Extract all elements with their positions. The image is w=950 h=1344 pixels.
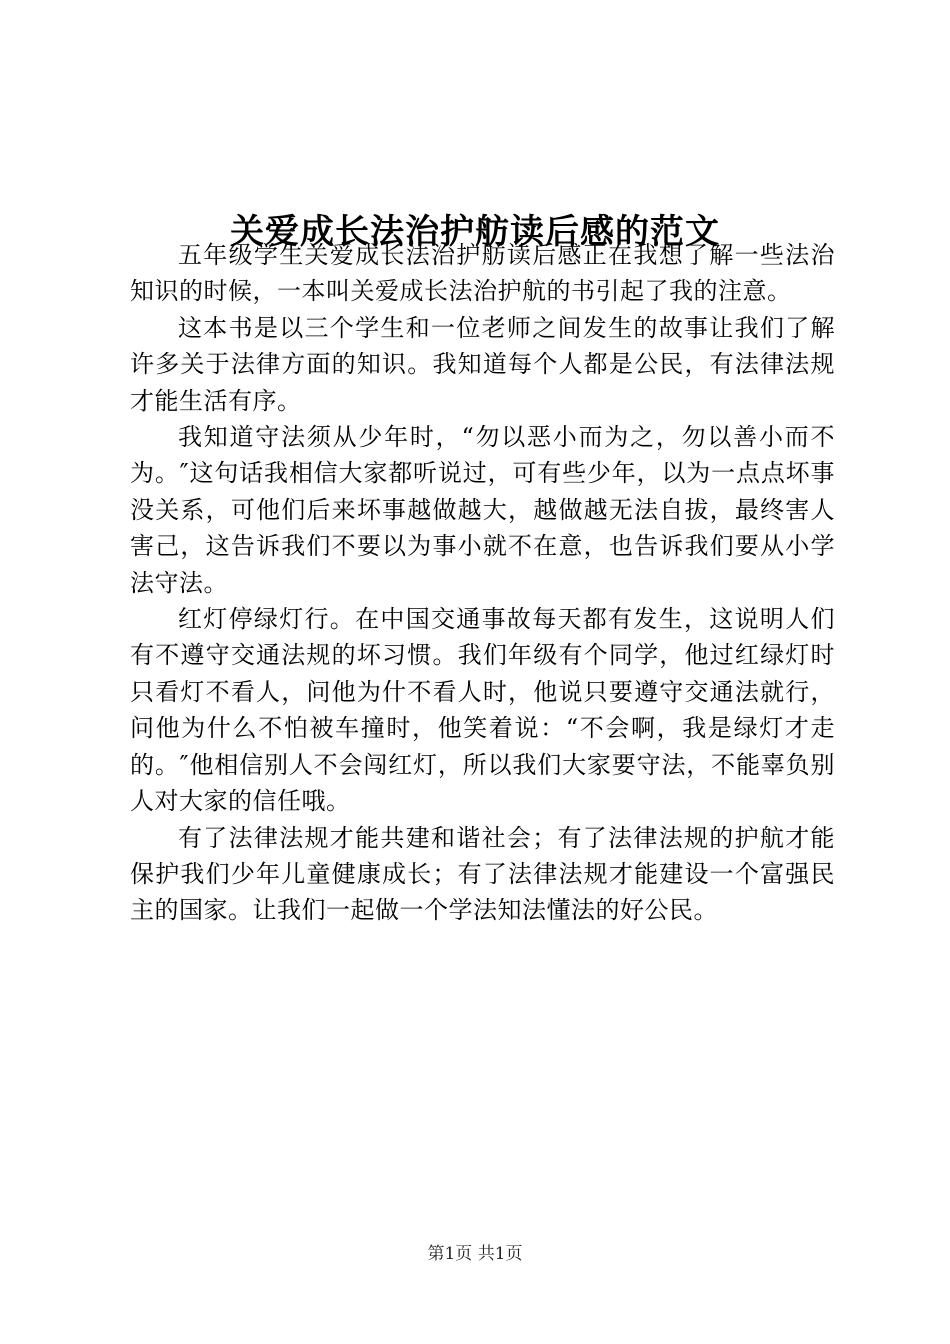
paragraph-2: 这本书是以三个学生和一位老师之间发生的故事让我们了解许多关于法律方面的知识。我知道每个人都是公民，有法律法规才能生活有序。	[130, 313, 835, 415]
paragraph-1: 五年级学生关爱成长法治护舫读后感正在我想了解一些法治知识的时候，一本叫关爱成长法治护航的书引起了我的注意。	[130, 241, 835, 306]
paragraph-3: 我知道守法须从少年时，“勿以恶小而为之，勿以善小而不为。″这句话我相信大家都听说过，可有些少年，以为一点点坏事没关系，可他们后来坏事越做越大，越做越无法自拔，最终害人害己，这告诉我们不要以为事小就不在意，也告诉我们要从小学法守法。	[130, 423, 835, 597]
paragraph-4: 红灯停绿灯行。在中国交通事故每天都有发生，这说明人们有不遵守交通法规的坏习惯。我们年级有个同学，他过红绿灯时只看灯不看人，问他为什不看人时，他说只要遵守交通法就行，问他为什么不怕被车撞时，他笑着说：“不会啊，我是绿灯才走的。″他相信别人不会闯红灯，所以我们大家要守法，不能辜负别人对大家的信任哦。	[130, 605, 835, 816]
page-footer: 第1页 共1页	[427, 1244, 523, 1264]
paragraph-5: 有了法律法规才能共建和谐社会；有了法律法规的护航才能保护我们少年儿童健康成长；有了法律法规才能建设一个富强民主的国家。让我们一起做一个学法知法懂法的好公民。	[130, 823, 835, 925]
document-body	[130, 237, 835, 929]
document-title: 关爱成长法治护舫读后感的范文	[230, 211, 720, 252]
